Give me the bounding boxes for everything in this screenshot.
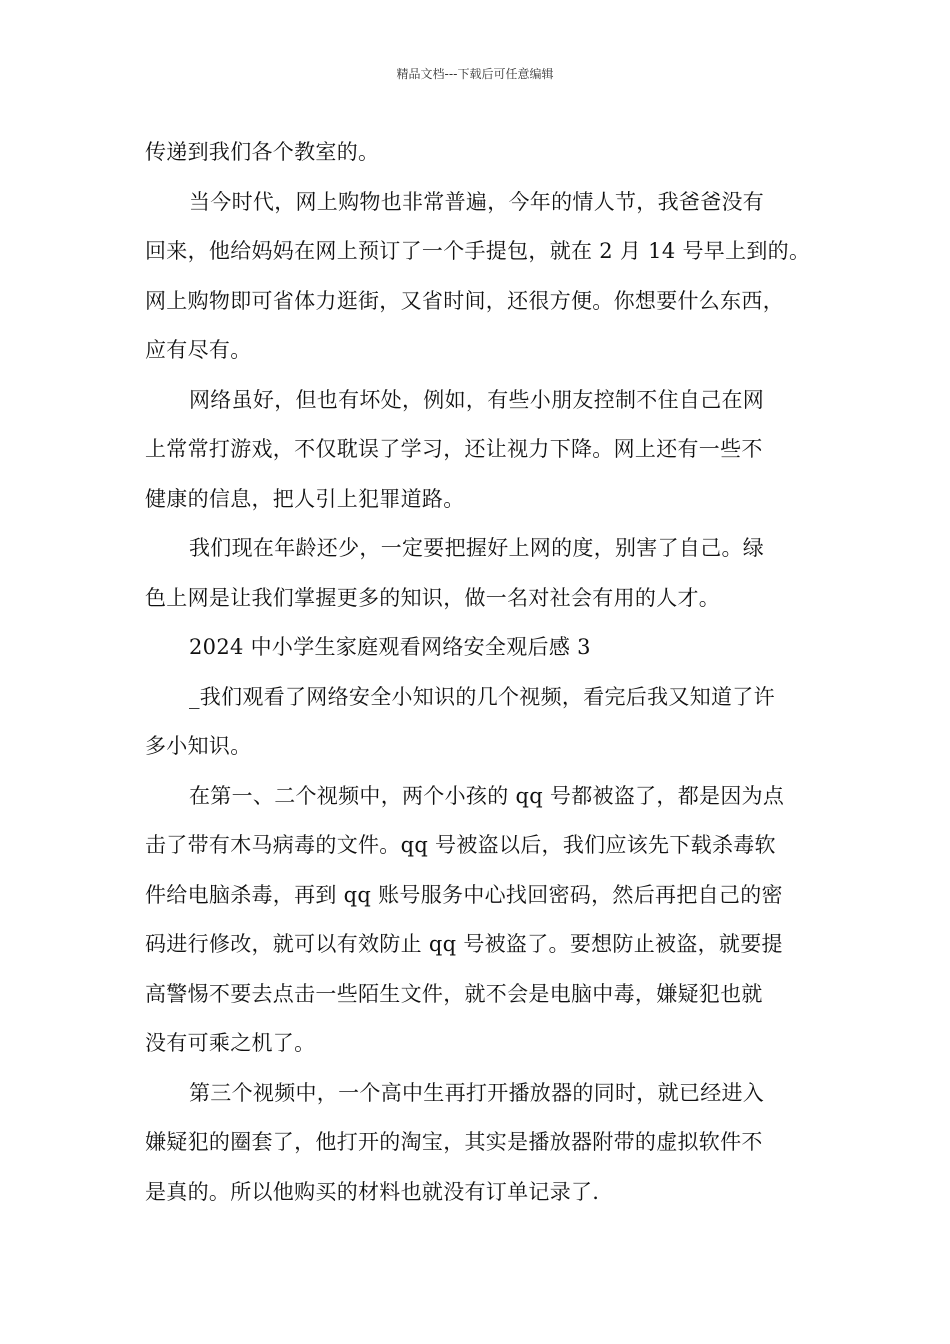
page-header: 精品文档---下载后可任意编辑 <box>396 67 554 81</box>
text-line: 多小知识。 <box>145 734 252 758</box>
text-line: 我们现在年龄还少，一定要把握好上网的度，别害了自己。绿 <box>189 536 765 560</box>
text-line: 上常常打游戏，不仅耽误了学习，还让视力下降。网上还有一些不 <box>145 437 763 461</box>
text-line: 嫌疑犯的圈套了，他打开的淘宝，其实是播放器附带的虚拟软件不 <box>145 1130 763 1154</box>
text-line: 网上购物即可省体力逛街，又省时间，还很方便。你想要什么东西， <box>145 288 784 313</box>
text-line: 网络虽好，但也有坏处，例如，有些小朋友控制不住自己在网 <box>189 387 765 412</box>
text-line: 当今时代，网上购物也非常普遍，今年的情人节，我爸爸没有 <box>189 189 765 214</box>
text-line: 击了带有木马病毒的文件。qq 号被盗以后，我们应该先下载杀毒软 <box>145 833 776 857</box>
document-body <box>145 128 815 1217</box>
text-line: 高警惕不要去点击一些陌生文件，就不会是电脑中毒，嫌疑犯也就 <box>145 981 763 1006</box>
section-heading: 2024 中小学生家庭观看网络安全观后感 3 <box>189 635 591 659</box>
text-line: 应有尽有。 <box>145 338 252 362</box>
text-line: 件给电脑杀毒，再到 qq 账号服务中心找回密码，然后再把自己的密 <box>145 882 783 907</box>
text-line: 第三个视频中，一个高中生再打开播放器的同时，就已经进入 <box>189 1080 765 1105</box>
text-line: 没有可乘之机了。 <box>145 1031 316 1055</box>
text-line: 是真的。所以他购买的材料也就没有订单记录了. <box>145 1179 600 1204</box>
text-line: 回来，他给妈妈在网上预订了一个手提包，就在 2 月 14 号早上到的。 <box>145 239 811 263</box>
text-line: 色上网是让我们掌握更多的知识，做一名对社会有用的人才。 <box>145 585 721 610</box>
text-line: 传递到我们各个教室的。 <box>145 140 380 164</box>
text-line: 码进行修改，就可以有效防止 qq 号被盗了。要想防止被盗，就要提 <box>145 932 783 956</box>
text-line: _我们观看了网络安全小知识的几个视频，看完后我又知道了许 <box>189 684 775 709</box>
text-line: 健康的信息，把人引上犯罪道路。 <box>145 486 465 511</box>
text-line: 在第一、二个视频中，两个小孩的 qq 号都被盗了，都是因为点 <box>189 783 785 808</box>
